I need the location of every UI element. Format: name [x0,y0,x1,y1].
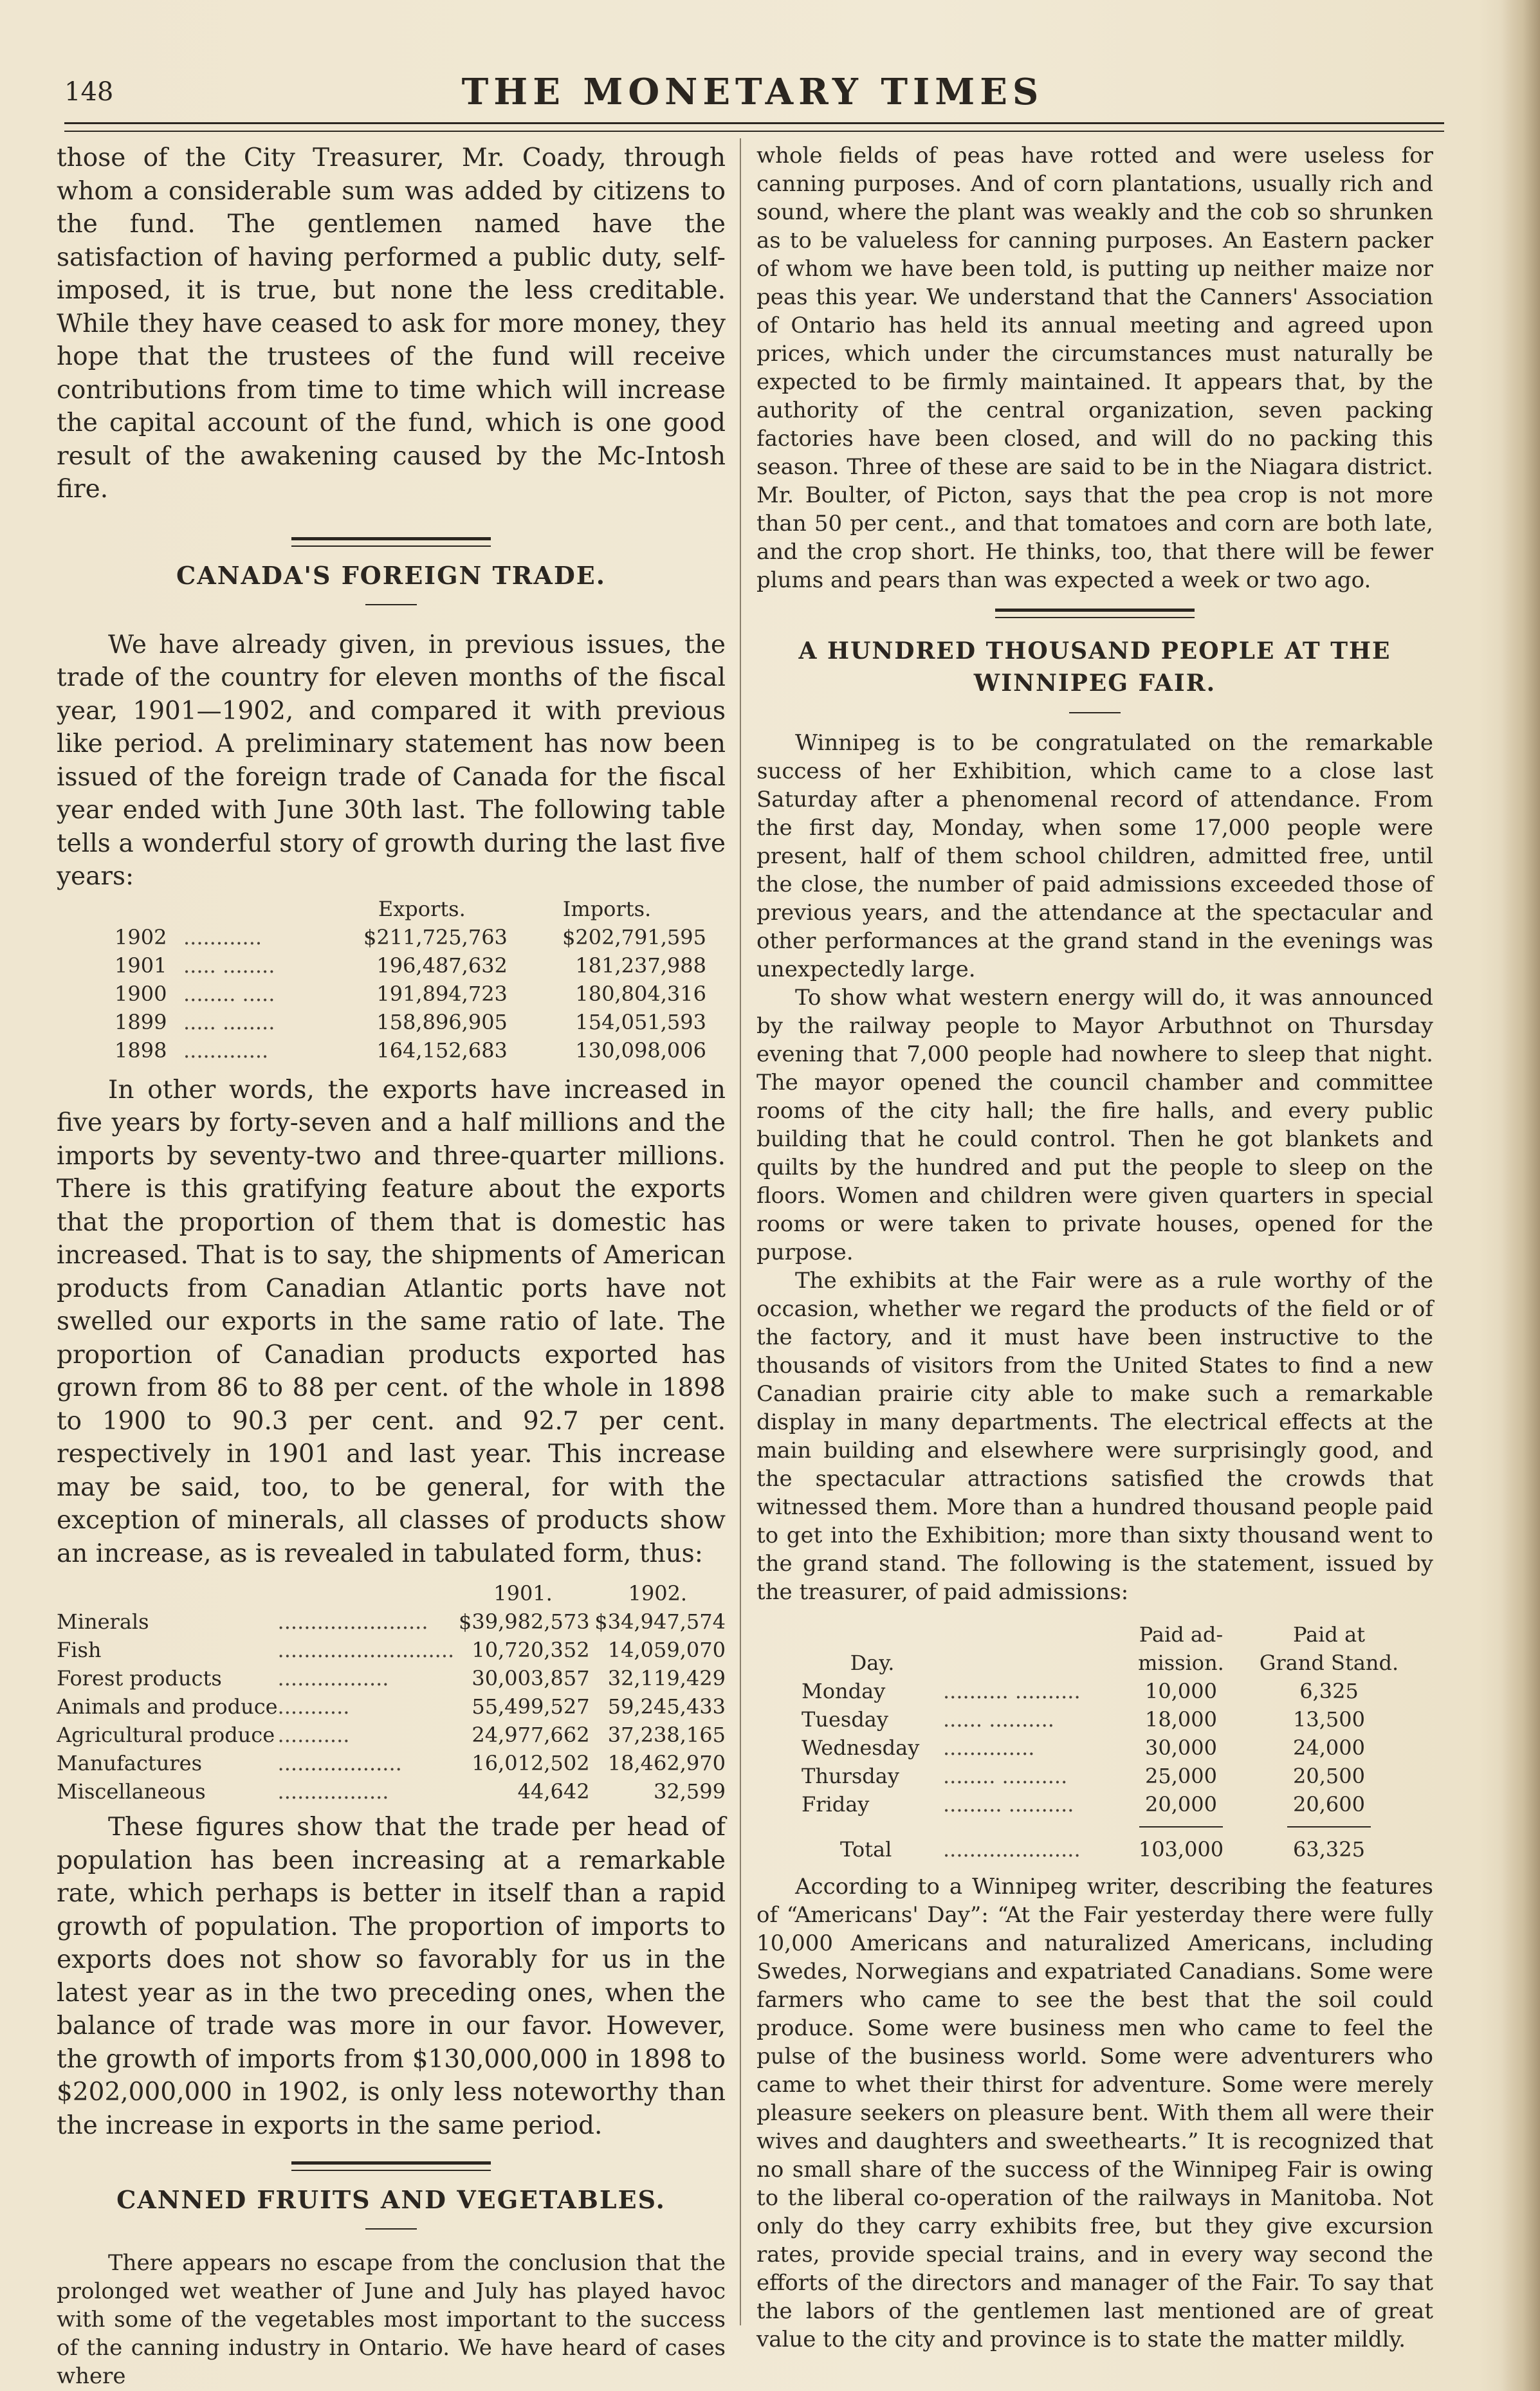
grand-stand-cell: 20,500 [1293,1764,1365,1788]
total-row [802,1835,1413,1864]
page-edge-shadow [1501,0,1540,2391]
paid-admission-cell: 10,000 [1145,1679,1217,1703]
total-label: Total [840,1837,892,1862]
product-name-cell: Forest products [57,1666,222,1690]
value-1901-cell: 44,642 [517,1779,590,1804]
grand-stand-cell: 6,325 [1299,1679,1359,1703]
paid-admission-cell: 18,000 [1145,1707,1217,1732]
day-cell: Monday [802,1679,886,1703]
product-name-cell: Miscellaneous [57,1779,206,1804]
value-1902-cell: 14,059,070 [607,1638,726,1662]
year-cell: 1899 [115,1009,167,1034]
leader-dots: ..................... [943,1837,1081,1862]
grand-stand-cell: 20,600 [1293,1792,1365,1817]
leader-dots: ....................... [277,1609,428,1634]
header-rule [64,122,1444,132]
grand-stand-header-2: Grand Stand. [1259,1651,1399,1675]
heading-line-2: WINNIPEG FAIR. [973,670,1216,697]
year-cell: 1898 [115,1038,167,1063]
admissions-header-row-2 [802,1649,1413,1677]
table-row [57,1721,726,1749]
canned-fruits-continuation: whole fields of peas have rotted and were useless for canning purposes. And of corn plantations, usually rich and sound, where the plant was weakly and the cob so shrunken as to be valueless for canning purposes. An Eastern packer of whom we have been told, is putting up neither maize nor peas this year. We understand that the Canners' Association of Ontario has held its annual meeting and agreed upon prices, which under the circumstances must naturally be expected to be firmly maintained. It appears that, by the authority of the central organization, seven packing factories have been closed, and will do no packing this season. Three of these are said to be in the Niagara district. Mr. Boulter, of Picton, says that the pea crop is not more than 50 per cent., and that tomatoes and corn are both late, and the crop short. He thinks, too, that there will be fewer plums and pears than was expected a week or two ago. [756,143,1433,593]
leader-dots: ........ .......... [943,1764,1068,1788]
page-header [64,71,1441,122]
total-rule [1139,1826,1223,1828]
total-paid-cell: 103,000 [1138,1837,1224,1862]
paid-admission-cell: 20,000 [1145,1792,1217,1817]
day-cell: Wednesday [802,1736,920,1760]
year-1901-header: 1901. [493,1581,553,1606]
imports-header: Imports. [562,896,652,921]
imports-cell: 154,051,593 [575,1009,706,1034]
right-column [756,142,1433,2354]
table-row [57,1636,726,1664]
table-row [802,1790,1413,1818]
value-1901-cell: $39,982,573 [459,1609,590,1634]
winnipeg-paragraph-3: The exhibits at the Fair were as a rule worthy of the occasion, whether we regard the products of the field or of the factory, and it must have been instructive to the thousands of visitors from the United States to find a new Canadian prairie city able to make such a remarkable display in many departments. The electrical effects at the main building and elsewhere were surprisingly good, and the spectacular attractions satisfied the crowds that witnessed them. More than a hundred thousand people paid to get into the Exhibition; more than sixty thousand went to the grand stand. The following is the statement, issued by the treasurer, of paid admissions: [756,1268,1433,1605]
exports-cell: 196,487,632 [376,953,508,978]
product-name-cell: Animals and produce [57,1694,278,1719]
leader-dots: ..... ........ [183,1009,275,1034]
product-name-cell: Manufactures [57,1751,203,1775]
trade-table [115,895,706,1065]
table-row [802,1705,1413,1734]
article-continuation-paragraph: those of the City Treasurer, Mr. Coady, through whom a considerable sum was added by citizens to the fund. The gentlemen named have the satisfaction of having performed a public duty, self-imposed, it is true, but none the less creditable. While they have ceased to ask for more money, they hope that the trustees of the fund will receive contributions from time to time which will increase the capital account of the fund, which is one good result of the awakening caused by the Mc-Intosh fire. [57,143,726,504]
exports-header: Exports. [378,896,466,921]
year-cell: 1900 [115,981,167,1006]
heading-line-1: A HUNDRED THOUSAND PEOPLE AT THE [798,637,1391,664]
leader-dots: ........... [277,1694,350,1719]
paid-admission-header-1: Paid ad- [1139,1622,1224,1647]
table-row [115,980,706,1008]
leader-dots: ...... .......... [943,1707,1054,1732]
value-1902-cell: $34,947,574 [594,1609,726,1634]
trade-table-header [115,895,706,923]
value-1902-cell: 32,599 [654,1779,726,1804]
grand-stand-cell: 13,500 [1293,1707,1365,1732]
table-row [802,1734,1413,1762]
exports-cell: 191,894,723 [376,981,508,1006]
products-table [57,1579,726,1806]
product-name-cell: Agricultural produce [57,1723,275,1747]
leader-dots: ............ [183,924,262,949]
imports-cell: 180,804,316 [575,981,706,1006]
value-1902-cell: 32,119,429 [607,1666,726,1690]
left-column [57,142,726,2390]
table-row [57,1664,726,1692]
leader-dots: ........ ..... [183,981,275,1006]
leader-dots: .............. [943,1736,1035,1760]
section-rule [995,609,1195,618]
total-rule [1287,1826,1371,1828]
exports-cell: 158,896,905 [376,1009,508,1034]
year-1902-header: 1902. [628,1581,688,1606]
day-cell: Thursday [802,1764,899,1788]
column-divider [740,138,741,2325]
imports-cell: 181,237,988 [575,953,706,978]
exports-cell: 164,152,683 [376,1038,508,1063]
section-rule [291,2161,491,2171]
paid-admission-cell: 30,000 [1145,1736,1217,1760]
grand-stand-cell: 24,000 [1293,1736,1365,1760]
value-1901-cell: 30,003,857 [472,1666,590,1690]
year-cell: 1902 [115,924,167,949]
leader-dots: ........................... [277,1638,455,1662]
paid-admission-cell: 25,000 [1145,1764,1217,1788]
admissions-header-row-1 [802,1620,1413,1649]
value-1902-cell: 37,238,165 [607,1723,726,1747]
table-row [115,923,706,951]
table-row [802,1677,1413,1705]
products-table-header [57,1579,726,1608]
leader-dots: ................. [277,1666,389,1690]
table-row [115,1008,706,1036]
day-cell: Tuesday [802,1707,888,1732]
leader-dots: ........... [277,1723,350,1747]
heading-canadas-foreign-trade: CANADA'S FOREIGN TRADE. [176,560,606,590]
grand-stand-header-1: Paid at [1293,1622,1365,1647]
table-row [115,1036,706,1065]
leader-dots: ................. [277,1779,389,1804]
product-name-cell: Minerals [57,1609,149,1634]
day-cell: Friday [802,1792,870,1817]
day-header: Day. [850,1651,895,1675]
total-rule-row [802,1818,1413,1835]
table-row [802,1762,1413,1790]
table-row [57,1692,726,1721]
year-cell: 1901 [115,953,167,978]
paid-admission-header-2: mission. [1138,1651,1224,1675]
product-name-cell: Fish [57,1638,102,1662]
masthead-title: THE MONETARY TIMES [461,71,1044,113]
foreign-trade-paragraph-3: These figures show that the trade per head of population has been increasing at a remarkable rate, which perhaps is better in itself than a rapid growth of population. The proportion of imports to exports does not show so favorably for us in the latest year as in the two preceding ones, when the balance of trade was more in our favor. However, the growth of imports from $130,000,000 in 1898 to $202,000,000 in 1902, is only less noteworthy than the increase in exports in the same period. [57,1813,726,2140]
winnipeg-paragraph-2: To show what western energy will do, it was announced by the railway people to Mayor Arbuthnot on Thursday evening that 7,000 people had nowhere to sleep that night. The mayor opened the council chamber and committee rooms of the city hall; the fire halls, and every public building that he could control. Then he got blankets and quilts by the hundred and put the people to sleep on the floors. Women and children were given quarters in special rooms or were taken to private houses, opened for the purpose. [756,985,1433,1265]
page-number: 148 [64,77,114,107]
winnipeg-paragraph-4: According to a Winnipeg writer, describing the features of “Americans' Day”: “At the Fair yesterday there were fully 10,000 Americans and naturalized Americans, including Swedes, Norwegians and expatriated Canadians. Some were farmers who came to see the best that the soil could produce. Some were business men who came to feel the pulse of the business world. Some were adventurers who came to whet their thirst for adventure. Some were merely pleasure seekers on pleasure bent. With them all were their wives and daughters and sweethearts.” It is recognized that no small share of the success of the Winnipeg Fair is owing to the liberal co-operation of the railways in Manitoba. Not only do they carry exhibits free, but they give excursion rates, provide special trains, and in every way second the efforts of the directors and manager of the Fair. To say that the labors of the gentlemen last mentioned are of great value to the city and province is to state the matter mildly. [756,1874,1433,2352]
value-1902-cell: 18,462,970 [607,1751,726,1775]
table-row [57,1777,726,1806]
leader-dots: .......... .......... [943,1679,1081,1703]
value-1901-cell: 16,012,502 [472,1751,590,1775]
canned-fruits-paragraph: There appears no escape from the conclusion that the prolonged wet weather of June and July has played havoc with some of the vegetables most important to the success of the canning industry in Ontario. We have heard of cases where [57,2250,726,2389]
foreign-trade-paragraph-1: We have already given, in previous issues, the trade of the country for eleven months of the fiscal year, 1901—1902, and compared it with previous like period. A preliminary statement has now been issued of the foreign trade of Canada for the fiscal year ended with June 30th last. The following table tells a wonderful story of growth during the last five years: [57,630,726,891]
table-row [57,1608,726,1636]
table-row [57,1749,726,1777]
leader-dots: ............. [183,1038,269,1063]
leader-dots: ......... .......... [943,1792,1074,1817]
leader-dots: ................... [277,1751,402,1775]
value-1901-cell: 10,720,352 [472,1638,590,1662]
foreign-trade-paragraph-2: In other words, the exports have increased in five years by forty-seven and a half millions and the imports by seventy-two and three-quarter millions. There is this gratifying feature about the exports that the proportion of them that is domestic has increased. That is to say, the shipments of American products from Canadian Atlantic ports have not swelled our exports in the same ratio of late. The proportion of Canadian products exported has grown from 86 to 88 per cent. of the whole in 1898 to 1900 to 90.3 per cent. and 92.7 per cent. respectively in 1901 and last year. This increase may be said, too, to be general, for with the exception of minerals, all classes of products show an increase, as is revealed in tabulated form, thus: [57,1075,726,1568]
heading-winnipeg-fair [756,635,1433,699]
exports-cell: $211,725,763 [363,924,508,949]
imports-cell: $202,791,595 [562,924,706,949]
value-1901-cell: 24,977,662 [472,1723,590,1747]
table-row [115,951,706,980]
imports-cell: 130,098,006 [575,1038,706,1063]
section-rule [291,537,491,547]
total-stand-cell: 63,325 [1293,1837,1365,1862]
admissions-table [802,1620,1413,1864]
heading-canned-fruits: CANNED FRUITS AND VEGETABLES. [116,2185,666,2214]
value-1901-cell: 55,499,527 [472,1694,590,1719]
leader-dots: ..... ........ [183,953,275,978]
value-1902-cell: 59,245,433 [607,1694,726,1719]
winnipeg-paragraph-1: Winnipeg is to be congratulated on the remarkable success of her Exhibition, which came to a close last Saturday after a phenomenal record of attendance. From the first day, Monday, when some 17,000 people were present, half of them school children, admitted free, until the close, the number of paid admissions exceeded those of previous years, and the attendance at the spectacular and other performances at the grand stand in the evenings was unexpectedly large. [756,730,1433,982]
